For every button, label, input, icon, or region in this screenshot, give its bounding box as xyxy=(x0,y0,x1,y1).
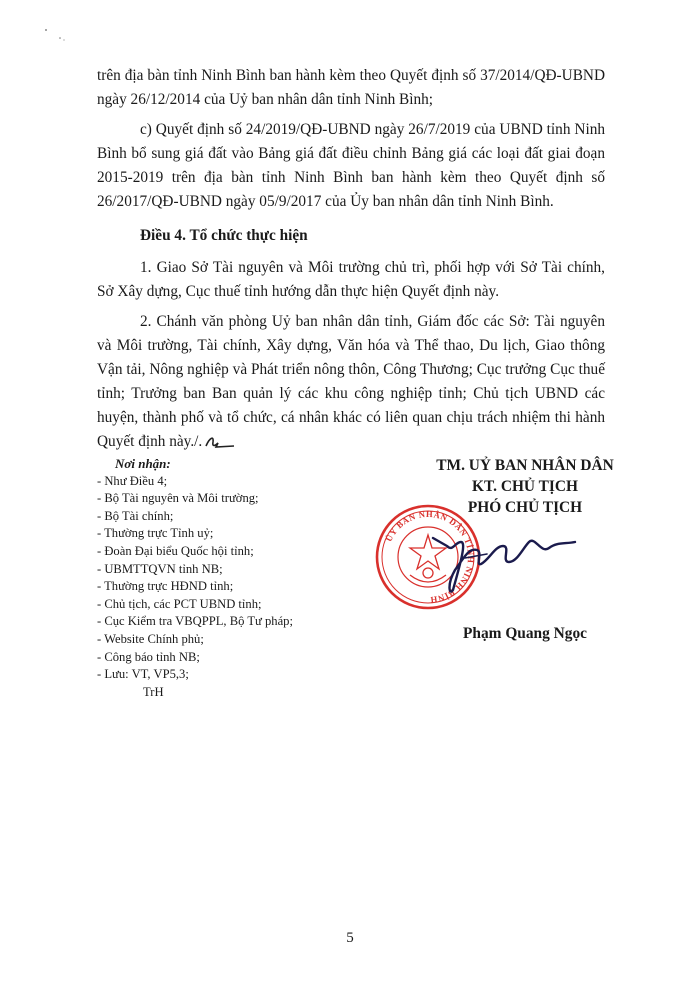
recipient-item: - Lưu: VT, VP5,3; xyxy=(97,667,189,682)
recipient-item: - Cục Kiểm tra VBQPPL, Bộ Tư pháp; xyxy=(97,614,293,629)
paragraph-item-c: c) Quyết định số 24/2019/QĐ-UBND ngày 26/7/2019 của UBND tỉnh Ninh Bình bổ sung giá đất vào Bảng giá đất điều chỉnh Bảng giá các loại đất giai đoạn 2015-2019 trên địa bàn tỉnh Ninh Bình ban hành kèm theo Quyết định số 26/2017/QĐ-UBND ngày 05/9/2017 của Ủy ban nhân dân tỉnh Ninh Bình. xyxy=(97,121,605,210)
drafter-initials: TrH xyxy=(143,684,164,699)
page-number: 5 xyxy=(346,930,354,946)
handwritten-signature xyxy=(425,528,585,598)
recipient-item: - Thường trực HĐND tỉnh; xyxy=(97,579,234,594)
article-4-item-1: 1. Giao Sở Tài nguyên và Môi trường chủ trì, phối hợp với Sở Tài chính, Sở Xây dựng, Cục thuế tỉnh hướng dẫn thực hiện Quyết định này. xyxy=(97,259,605,300)
scan-speck-marks xyxy=(42,22,70,46)
recipients-title: Nơi nhận: xyxy=(115,456,171,471)
recipient-item: - Đoàn Đại biểu Quốc hội tỉnh; xyxy=(97,543,254,558)
handwritten-initial-mark xyxy=(204,435,236,449)
signature-authority-line1: TM. UỶ BAN NHÂN DÂN xyxy=(436,457,614,474)
recipient-item: - Bộ Tài nguyên và Môi trường; xyxy=(97,491,259,506)
article-4-item-2 xyxy=(97,310,605,454)
recipient-item: - Bộ Tài chính; xyxy=(97,508,174,523)
signer-name: Phạm Quang Ngọc xyxy=(463,625,587,642)
recipients-list xyxy=(97,455,347,701)
recipient-item: - Chủ tịch, các PCT UBND tỉnh; xyxy=(97,596,262,611)
recipient-item: - UBMTTQVN tỉnh NB; xyxy=(97,561,223,576)
signature-authority-line2: KT. CHỦ TỊCH xyxy=(472,478,578,495)
article-4-heading: Điều 4. Tổ chức thực hiện xyxy=(140,227,308,244)
seal-text: ỦY BAN NHÂN DÂN TỈNH NINH BÌNH xyxy=(383,508,477,606)
paragraph-continued-line1: trên địa bàn tỉnh Ninh Bình ban hành kèm theo Quyết định số 37/2014/QĐ-UBND xyxy=(97,67,605,84)
signature-authority-line3: PHÓ CHỦ TỊCH xyxy=(467,499,583,516)
paragraph-continued-line2: ngày 26/12/2014 của Uỷ ban nhân dân tỉnh Ninh Bình; xyxy=(97,91,434,108)
recipient-item: - Như Điều 4; xyxy=(97,473,168,488)
recipient-item: - Website Chính phủ; xyxy=(97,631,204,646)
article-4-item-2-text: 2. Chánh văn phòng Uỷ ban nhân dân tỉnh, Giám đốc các Sở: Tài nguyên và Môi trường, Tài chính, Xây dựng, Văn hóa và Thể thao, Du lịch, Giao thông Vận tải, Nông nghiệp và Phát triển nông thôn, Công Thương; Cục trưởng Cục thuế tỉnh; Trưởng ban Ban quản lý các khu công nghiệp tỉnh; Chủ tịch UBND các huyện, thành phố và tổ chức, cá nhân khác có liên quan chịu trách nhiệm thi hành Quyết định này./. xyxy=(97,313,605,450)
recipient-item: - Thường trực Tỉnh uỷ; xyxy=(97,526,214,541)
document-body xyxy=(97,64,605,454)
recipient-item: - Công báo tỉnh NB; xyxy=(97,649,200,664)
